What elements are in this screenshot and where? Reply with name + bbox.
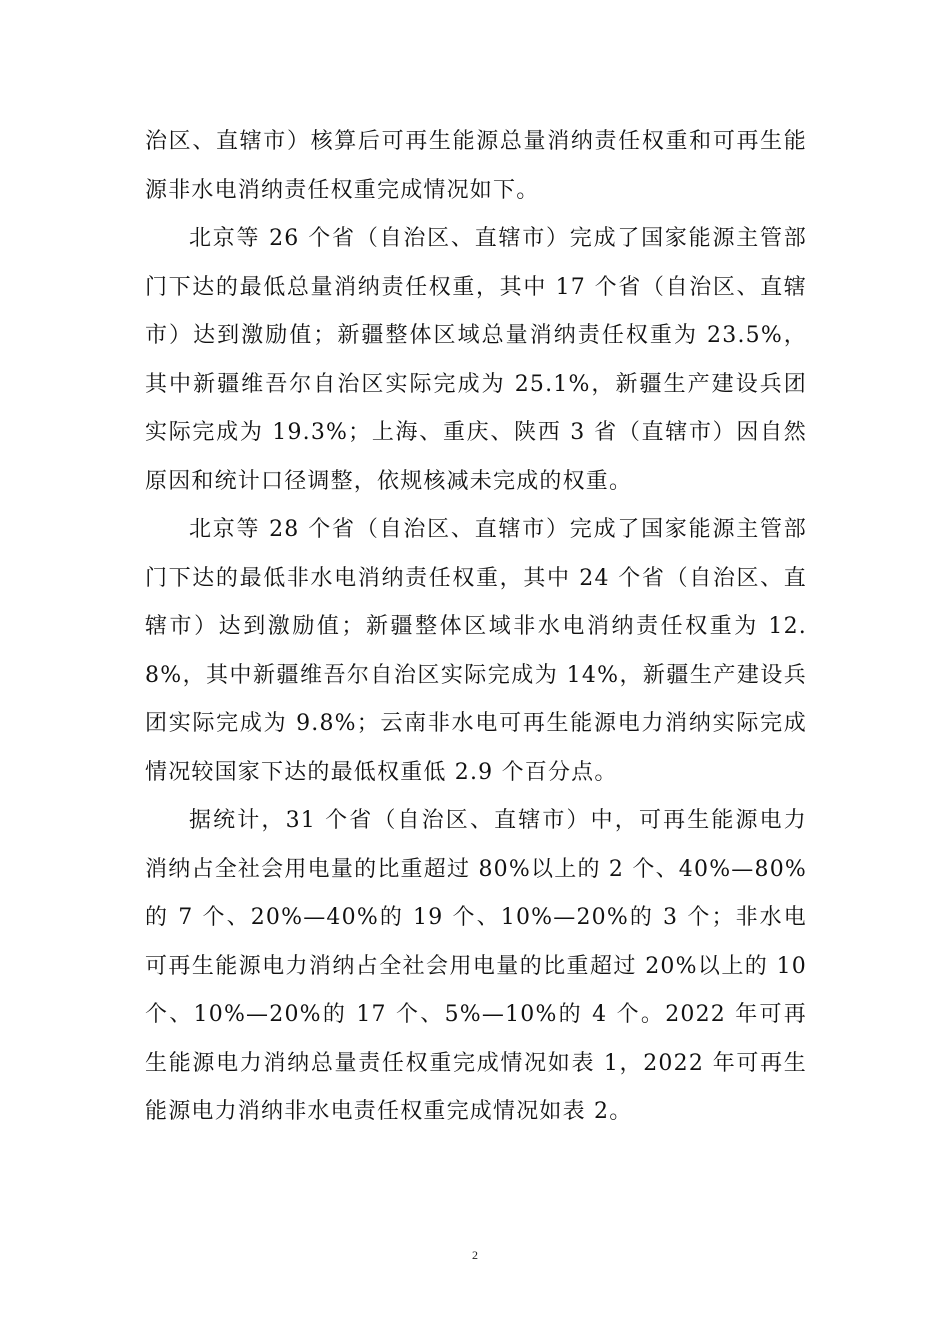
body-text (145, 118, 807, 1137)
paragraph-continuation: 治区、直辖市）核算后可再生能源总量消纳责任权重和可再生能源非水电消纳责任权重完成情况如下。 (145, 129, 807, 203)
paragraph-total-weight: 北京等 26 个省（自治区、直辖市）完成了国家能源主管部门下达的最低总量消纳责任权重，其中 17 个省（自治区、直辖市）达到激励值；新疆整体区域总量消纳责任权重为 23.5%，其中新疆维吾尔自治区实际完成为 25.1%，新疆生产建设兵团实际完成为 19.3%；上海、重庆、陕西 3 省（直辖市）因自然原因和统计口径调整，依规核减未完成的权重。 (145, 226, 807, 494)
paragraph-statistics: 据统计，31 个省（自治区、直辖市）中，可再生能源电力消纳占全社会用电量的比重超过 80%以上的 2 个、40%—80%的 7 个、20%—40%的 19 个、10%—20%的 3 个；非水电可再生能源电力消纳占全社会用电量的比重超过 20%以上的 10 个、10%—20%的 17 个、5%—10%的 4 个。2022 年可再生能源电力消纳总量责任权重完成情况如表 1，2022 年可再生能源电力消纳非水电责任权重完成情况如表 2。 (145, 808, 807, 1124)
page-number: 2 (472, 1248, 478, 1262)
paragraph-non-hydro-weight: 北京等 28 个省（自治区、直辖市）完成了国家能源主管部门下达的最低非水电消纳责任权重，其中 24 个省（自治区、直辖市）达到激励值；新疆整体区域非水电消纳责任权重为 12.8%，其中新疆维吾尔自治区实际完成为 14%，新疆生产建设兵团实际完成为 9.8%；云南非水电可再生能源电力消纳实际完成情况较国家下达的最低权重低 2.9 个百分点。 (145, 517, 807, 785)
